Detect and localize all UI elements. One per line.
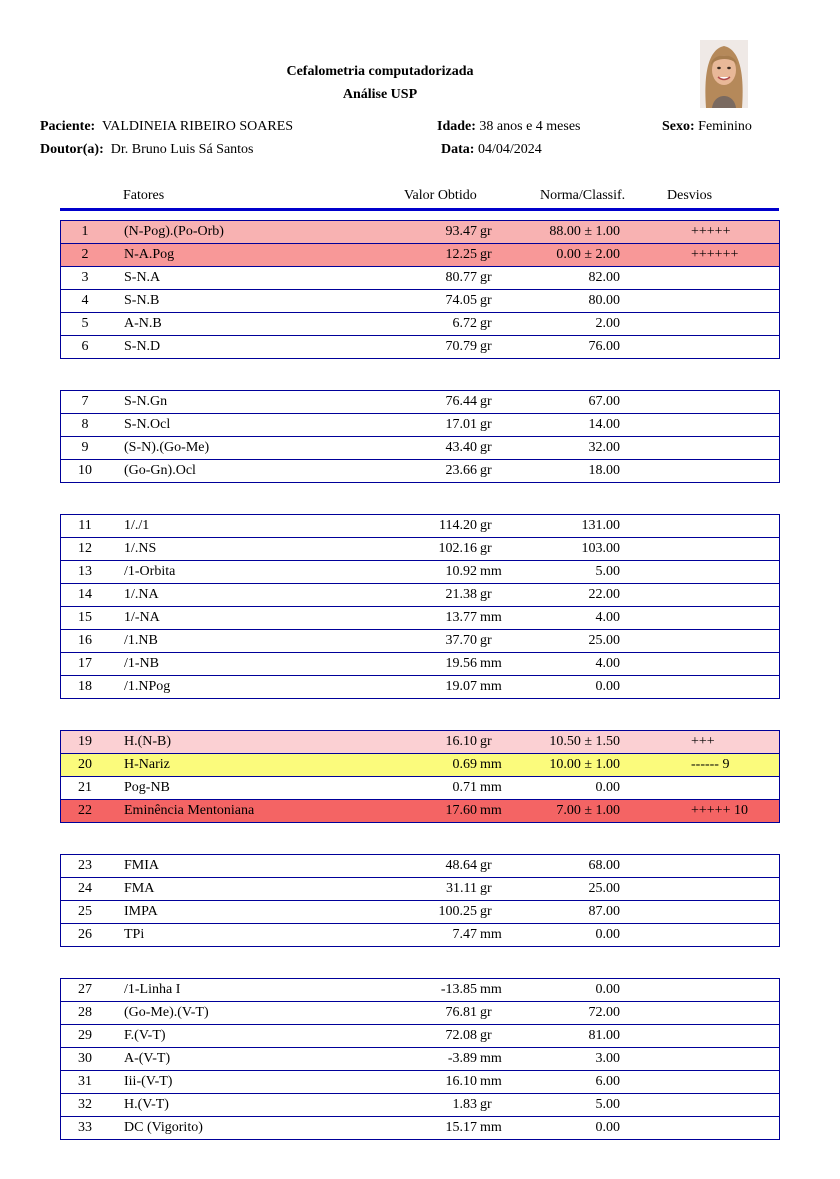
factor-name: FMIA (124, 858, 160, 873)
table-row (61, 731, 779, 753)
row-number: 6 (81, 339, 89, 354)
row-number: 5 (81, 316, 89, 331)
row-number: 3 (81, 270, 89, 285)
row-number: 8 (81, 417, 89, 432)
measured-value: 16.10 (445, 734, 477, 749)
measured-value: 114.20 (439, 518, 477, 533)
value-unit: mm (480, 656, 502, 671)
exam-date: Data: 04/04/2024 (441, 142, 542, 157)
table-row (61, 221, 779, 243)
factor-name: Iii-(V-T) (124, 1074, 173, 1089)
table-row (61, 675, 779, 698)
measurement-group (60, 514, 780, 699)
factor-name: S-N.D (124, 339, 161, 354)
value-unit: gr (480, 734, 492, 749)
measured-value: 10.92 (445, 564, 477, 579)
norm-value: 0.00 ± 2.00 (556, 247, 620, 262)
value-unit: mm (480, 679, 502, 694)
row-number: 2 (81, 247, 89, 262)
value-unit: gr (480, 394, 492, 409)
table-row (61, 335, 779, 358)
measured-value: 37.70 (445, 633, 477, 648)
value-unit: gr (480, 270, 492, 285)
measured-value: 80.77 (445, 270, 477, 285)
patient-photo (700, 40, 748, 108)
factor-name: /1-Orbita (124, 564, 176, 579)
measured-value: 76.44 (445, 394, 477, 409)
value-unit: mm (480, 1120, 502, 1135)
norm-value: 131.00 (581, 518, 620, 533)
table-row (61, 1093, 779, 1116)
norm-value: 10.00 ± 1.00 (549, 757, 620, 772)
measured-value: 72.08 (445, 1028, 477, 1043)
factor-name: H.(V-T) (124, 1097, 169, 1112)
deviation: ------ 9 (691, 757, 730, 772)
row-number: 16 (78, 633, 92, 648)
value-unit: gr (480, 247, 492, 262)
norm-value: 0.00 (595, 982, 620, 997)
measured-value: 17.01 (445, 417, 477, 432)
patient-name: Paciente: VALDINEIA RIBEIRO SOARES (40, 119, 294, 134)
factor-name: S-N.Ocl (124, 417, 171, 432)
measured-value: 6.72 (452, 316, 477, 331)
norm-value: 88.00 ± 1.00 (549, 224, 620, 239)
norm-value: 103.00 (581, 541, 620, 556)
factor-name: S-N.Gn (124, 394, 168, 409)
value-unit: gr (480, 293, 492, 308)
value-unit: gr (480, 858, 492, 873)
measured-value: 19.56 (445, 656, 477, 671)
factor-name: 1/./1 (124, 518, 150, 533)
norm-value: 87.00 (588, 904, 620, 919)
norm-value: 6.00 (595, 1074, 620, 1089)
table-row (61, 606, 779, 629)
measured-value: 0.71 (452, 780, 477, 795)
table-row (61, 413, 779, 436)
value-unit: gr (480, 1097, 492, 1112)
row-number: 7 (81, 394, 89, 409)
factor-name: DC (Vigorito) (124, 1120, 203, 1135)
measured-value: 23.66 (445, 463, 477, 478)
value-unit: gr (480, 1028, 492, 1043)
row-number: 15 (78, 610, 92, 625)
header-divider (60, 208, 779, 211)
value-unit: gr (480, 518, 492, 533)
measured-value: 102.16 (438, 541, 477, 556)
row-number: 32 (78, 1097, 92, 1112)
factor-name: (S-N).(Go-Me) (124, 440, 210, 455)
value-unit: gr (480, 316, 492, 331)
measured-value: 76.81 (445, 1005, 477, 1020)
table-row (61, 855, 779, 877)
table-row (61, 776, 779, 799)
norm-value: 76.00 (588, 339, 620, 354)
norm-value: 0.00 (595, 679, 620, 694)
measured-value: 15.17 (445, 1120, 477, 1135)
measurement-group (60, 978, 780, 1140)
row-number: 25 (78, 904, 92, 919)
row-number: 22 (78, 803, 92, 818)
factor-name: (Go-Me).(V-T) (124, 1005, 209, 1020)
row-number: 13 (78, 564, 92, 579)
factor-name: H-Nariz (124, 757, 170, 772)
row-number: 10 (78, 463, 92, 478)
measured-value: 16.10 (445, 1074, 477, 1089)
norm-value: 3.00 (595, 1051, 620, 1066)
measured-value: 17.60 (445, 803, 477, 818)
table-row (61, 1001, 779, 1024)
norm-value: 82.00 (588, 270, 620, 285)
measurement-group (60, 220, 780, 359)
patient-age: Idade: 38 anos e 4 meses (437, 119, 581, 134)
factor-name: S-N.B (124, 293, 160, 308)
row-number: 9 (81, 440, 89, 455)
row-number: 19 (78, 734, 92, 749)
table-row (61, 515, 779, 537)
norm-value: 25.00 (588, 881, 620, 896)
value-unit: gr (480, 417, 492, 432)
factor-name: F.(V-T) (124, 1028, 166, 1043)
report-subtitle: Análise USP (342, 87, 418, 102)
norm-value: 0.00 (595, 780, 620, 795)
deviation: ++++++ (691, 247, 739, 262)
factor-name: 1/-NA (124, 610, 160, 625)
norm-value: 0.00 (595, 1120, 620, 1135)
measured-value: -3.89 (447, 1051, 477, 1066)
measured-value: 31.11 (446, 881, 477, 896)
table-row (61, 537, 779, 560)
row-number: 23 (78, 858, 92, 873)
table-row (61, 753, 779, 776)
table-row (61, 979, 779, 1001)
row-number: 33 (78, 1120, 92, 1135)
row-number: 30 (78, 1051, 92, 1066)
report-title: Cefalometria computadorizada (286, 64, 474, 79)
measured-value: 7.47 (452, 927, 477, 942)
row-number: 28 (78, 1005, 92, 1020)
row-number: 17 (78, 656, 92, 671)
measured-value: 93.47 (445, 224, 477, 239)
row-number: 11 (78, 518, 92, 533)
doctor-name: Doutor(a): Dr. Bruno Luis Sá Santos (40, 142, 254, 157)
measured-value: 70.79 (445, 339, 477, 354)
table-row (61, 583, 779, 606)
table-row (61, 629, 779, 652)
factor-name: Pog-NB (124, 780, 170, 795)
table-row (61, 243, 779, 266)
row-number: 18 (78, 679, 92, 694)
norm-value: 18.00 (588, 463, 620, 478)
value-unit: gr (480, 224, 492, 239)
factor-name: (Go-Gn).Ocl (124, 463, 196, 478)
patient-sex: Sexo: Feminino (662, 119, 752, 134)
row-number: 26 (78, 927, 92, 942)
row-number: 14 (78, 587, 92, 602)
measured-value: 0.69 (452, 757, 477, 772)
value-unit: gr (480, 633, 492, 648)
table-row (61, 436, 779, 459)
norm-value: 32.00 (588, 440, 620, 455)
row-number: 31 (78, 1074, 92, 1089)
norm-value: 68.00 (588, 858, 620, 873)
value-unit: mm (480, 757, 502, 772)
value-unit: gr (480, 541, 492, 556)
value-unit: gr (480, 904, 492, 919)
factor-name: IMPA (124, 904, 158, 919)
table-row (61, 877, 779, 900)
norm-value: 80.00 (588, 293, 620, 308)
norm-value: 25.00 (588, 633, 620, 648)
table-row (61, 266, 779, 289)
table-row (61, 1047, 779, 1070)
row-number: 29 (78, 1028, 92, 1043)
column-header-factors: Fatores (123, 188, 165, 203)
value-unit: mm (480, 564, 502, 579)
factor-name: S-N.A (124, 270, 161, 285)
deviation: +++ (691, 734, 715, 749)
norm-value: 22.00 (588, 587, 620, 602)
norm-value: 4.00 (595, 656, 620, 671)
measured-value: 19.07 (445, 679, 477, 694)
table-row (61, 289, 779, 312)
factor-name: /1-NB (124, 656, 159, 671)
row-number: 1 (81, 224, 89, 239)
row-number: 4 (81, 293, 89, 308)
column-header-value: Valor Obtido (404, 188, 477, 203)
factor-name: A-(V-T) (124, 1051, 171, 1066)
measured-value: 13.77 (445, 610, 477, 625)
measurement-group (60, 390, 780, 483)
factor-name: (N-Pog).(Po-Orb) (124, 224, 224, 239)
table-row (61, 459, 779, 482)
norm-value: 10.50 ± 1.50 (549, 734, 620, 749)
measured-value: 74.05 (445, 293, 477, 308)
factor-name: H.(N-B) (124, 734, 172, 749)
factor-name: A-N.B (124, 316, 162, 331)
table-row (61, 312, 779, 335)
factor-name: TPi (124, 927, 145, 942)
row-number: 24 (78, 881, 92, 896)
measurement-group (60, 854, 780, 947)
row-number: 20 (78, 757, 92, 772)
measured-value: 48.64 (445, 858, 477, 873)
table-row (61, 1070, 779, 1093)
norm-value: 14.00 (588, 417, 620, 432)
table-row (61, 560, 779, 583)
value-unit: gr (480, 440, 492, 455)
factor-name: /1.NB (124, 633, 158, 648)
measured-value: 43.40 (445, 440, 477, 455)
measured-value: 21.38 (445, 587, 477, 602)
measured-value: 100.25 (438, 904, 477, 919)
measured-value: 1.83 (452, 1097, 477, 1112)
value-unit: gr (480, 1005, 492, 1020)
factor-name: FMA (124, 881, 155, 896)
measurement-group (60, 730, 780, 823)
value-unit: mm (480, 610, 502, 625)
factor-name: Eminência Mentoniana (124, 803, 255, 818)
value-unit: mm (480, 1051, 502, 1066)
norm-value: 67.00 (588, 394, 620, 409)
norm-value: 72.00 (588, 1005, 620, 1020)
row-number: 21 (78, 780, 92, 795)
norm-value: 81.00 (588, 1028, 620, 1043)
value-unit: gr (480, 587, 492, 602)
column-header-deviations: Desvios (667, 188, 713, 203)
factor-name: /1.NPog (124, 679, 171, 694)
value-unit: mm (480, 1074, 502, 1089)
norm-value: 2.00 (595, 316, 620, 331)
value-unit: mm (480, 982, 502, 997)
deviation: +++++ (691, 224, 731, 239)
factor-name: N-A.Pog (124, 247, 175, 262)
value-unit: gr (480, 881, 492, 896)
norm-value: 5.00 (595, 564, 620, 579)
table-row (61, 923, 779, 946)
column-header-norm: Norma/Classif. (540, 188, 626, 203)
norm-value: 7.00 ± 1.00 (556, 803, 620, 818)
value-unit: gr (480, 339, 492, 354)
norm-value: 4.00 (595, 610, 620, 625)
table-row (61, 391, 779, 413)
row-number: 12 (78, 541, 92, 556)
row-number: 27 (78, 982, 92, 997)
factor-name: 1/.NA (124, 587, 159, 602)
deviation: +++++ 10 (691, 803, 748, 818)
table-row (61, 652, 779, 675)
factor-name: 1/.NS (124, 541, 157, 556)
measured-value: 12.25 (445, 247, 477, 262)
value-unit: mm (480, 780, 502, 795)
table-row (61, 1024, 779, 1047)
norm-value: 0.00 (595, 927, 620, 942)
table-row (61, 900, 779, 923)
table-row (61, 799, 779, 822)
factor-name: /1-Linha I (124, 982, 181, 997)
norm-value: 5.00 (595, 1097, 620, 1112)
measured-value: -13.85 (440, 982, 477, 997)
table-row (61, 1116, 779, 1139)
value-unit: mm (480, 803, 502, 818)
value-unit: mm (480, 927, 502, 942)
value-unit: gr (480, 463, 492, 478)
